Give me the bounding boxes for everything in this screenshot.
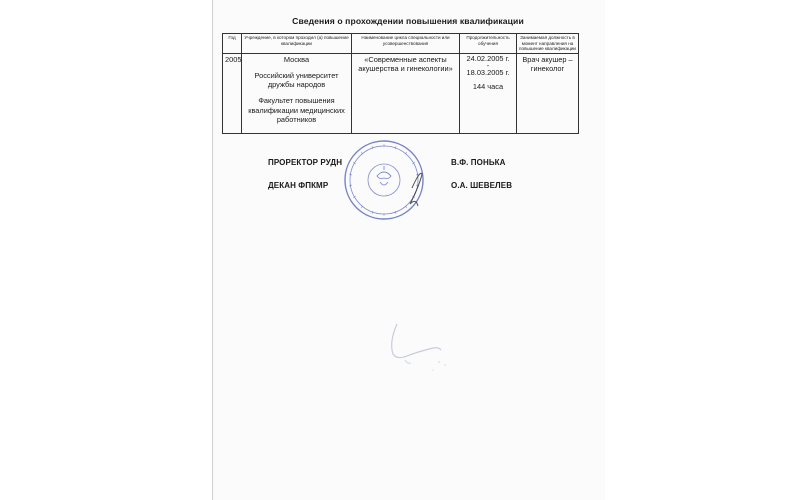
cell-cycle: «Современные аспекты акушерства и гинекологии» <box>352 53 460 133</box>
cell-position: Врач акушер – гинеколог <box>517 53 579 133</box>
header-year: Год <box>223 34 242 54</box>
header-duration: Продолжительность обучения <box>460 34 517 54</box>
table-header-row <box>223 34 579 54</box>
table-row <box>223 53 579 133</box>
duration-dash: - <box>486 60 490 70</box>
cell-duration <box>460 53 517 133</box>
institution-faculty: Факультет повышения квалификации медицинских работников <box>248 96 345 124</box>
signature-role-prorector: ПРОРЕКТОР РУДН <box>268 158 343 167</box>
signature-role-dean: ДЕКАН ФПКМР <box>268 181 329 190</box>
duration-start: 24.02.2005 г. <box>466 53 510 63</box>
cell-institution <box>242 53 352 133</box>
institution-city: Москва <box>283 54 310 64</box>
faint-pencil-mark-icon <box>375 320 495 380</box>
signature-name-shevelev: О.А. ШЕВЕЛЕВ <box>451 181 513 190</box>
document-title: Сведения о прохождении повышения квалификации <box>292 16 524 26</box>
duration-hours: 144 часа <box>472 81 504 91</box>
institution-university: Российский университет дружбы народов <box>254 70 339 89</box>
signature-name-ponka: В.Ф. ПОНЬКА <box>451 158 506 167</box>
qualification-table <box>222 33 579 134</box>
duration-end: 18.03.2005 г. <box>466 68 510 78</box>
round-seal-icon <box>342 138 426 222</box>
cell-year: 2005 <box>223 53 242 133</box>
header-institution: Учреждение, в котором проходил (а) повышение квалификации <box>242 34 352 54</box>
header-position: Занимаемая должность в момент направления на повышение квалификации <box>517 34 579 54</box>
header-cycle: Наименование цикла специальности или усовершенствования <box>352 34 460 54</box>
